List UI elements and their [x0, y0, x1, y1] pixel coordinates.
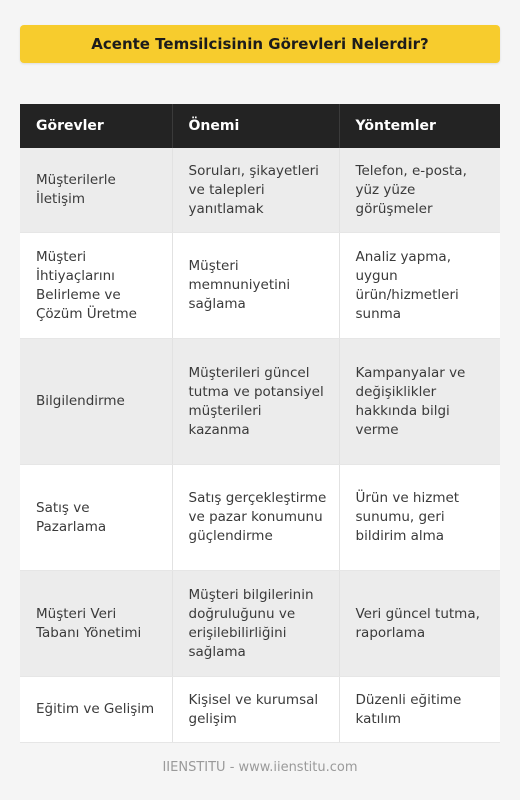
table-header-row — [20, 104, 500, 148]
table-cell: Telefon, e-posta, yüz yüze görüşmeler — [339, 148, 500, 233]
column-header-duties: Görevler — [20, 104, 172, 148]
table-cell: Eğitim ve Gelişim — [20, 677, 172, 743]
footer-credit: IIENSTITU - www.iienstitu.com — [162, 760, 358, 775]
table-cell: Müşteri memnuniyetini sağlama — [172, 233, 339, 339]
table-cell: Müşteri bilgilerinin doğruluğunu ve erişilebilirliğini sağlama — [172, 571, 339, 677]
table — [20, 104, 500, 743]
table-cell: Bilgilendirme — [20, 339, 172, 465]
table-cell: Ürün ve hizmet sunumu, geri bildirim alma — [339, 465, 500, 571]
table-row — [20, 148, 500, 233]
column-header-importance: Önemi — [172, 104, 339, 148]
column-header-methods: Yöntemler — [339, 104, 500, 148]
table-cell: Veri güncel tutma, raporlama — [339, 571, 500, 677]
duties-table — [20, 104, 500, 738]
table-cell: Müşteri Veri Tabanı Yönetimi — [20, 571, 172, 677]
table-cell: Satış gerçekleştirme ve pazar konumunu güçlendirme — [172, 465, 339, 571]
table-cell: Müşterileri güncel tutma ve potansiyel müşterileri kazanma — [172, 339, 339, 465]
table-cell: Satış ve Pazarlama — [20, 465, 172, 571]
page-title: Acente Temsilcisinin Görevleri Nelerdir? — [20, 25, 500, 63]
table-row — [20, 465, 500, 571]
table-cell: Müşteri İhtiyaçlarını Belirleme ve Çözüm Üretme — [20, 233, 172, 339]
table-cell: Düzenli eğitime katılım — [339, 677, 500, 743]
table-cell: Kişisel ve kurumsal gelişim — [172, 677, 339, 743]
table-cell: Soruları, şikayetleri ve talepleri yanıtlamak — [172, 148, 339, 233]
table-row — [20, 677, 500, 743]
table-cell: Analiz yapma, uygun ürün/hizmetleri sunma — [339, 233, 500, 339]
table-row — [20, 233, 500, 339]
table-cell: Kampanyalar ve değişiklikler hakkında bilgi verme — [339, 339, 500, 465]
table-row — [20, 339, 500, 465]
table-cell: Müşterilerle İletişim — [20, 148, 172, 233]
table-row — [20, 571, 500, 677]
